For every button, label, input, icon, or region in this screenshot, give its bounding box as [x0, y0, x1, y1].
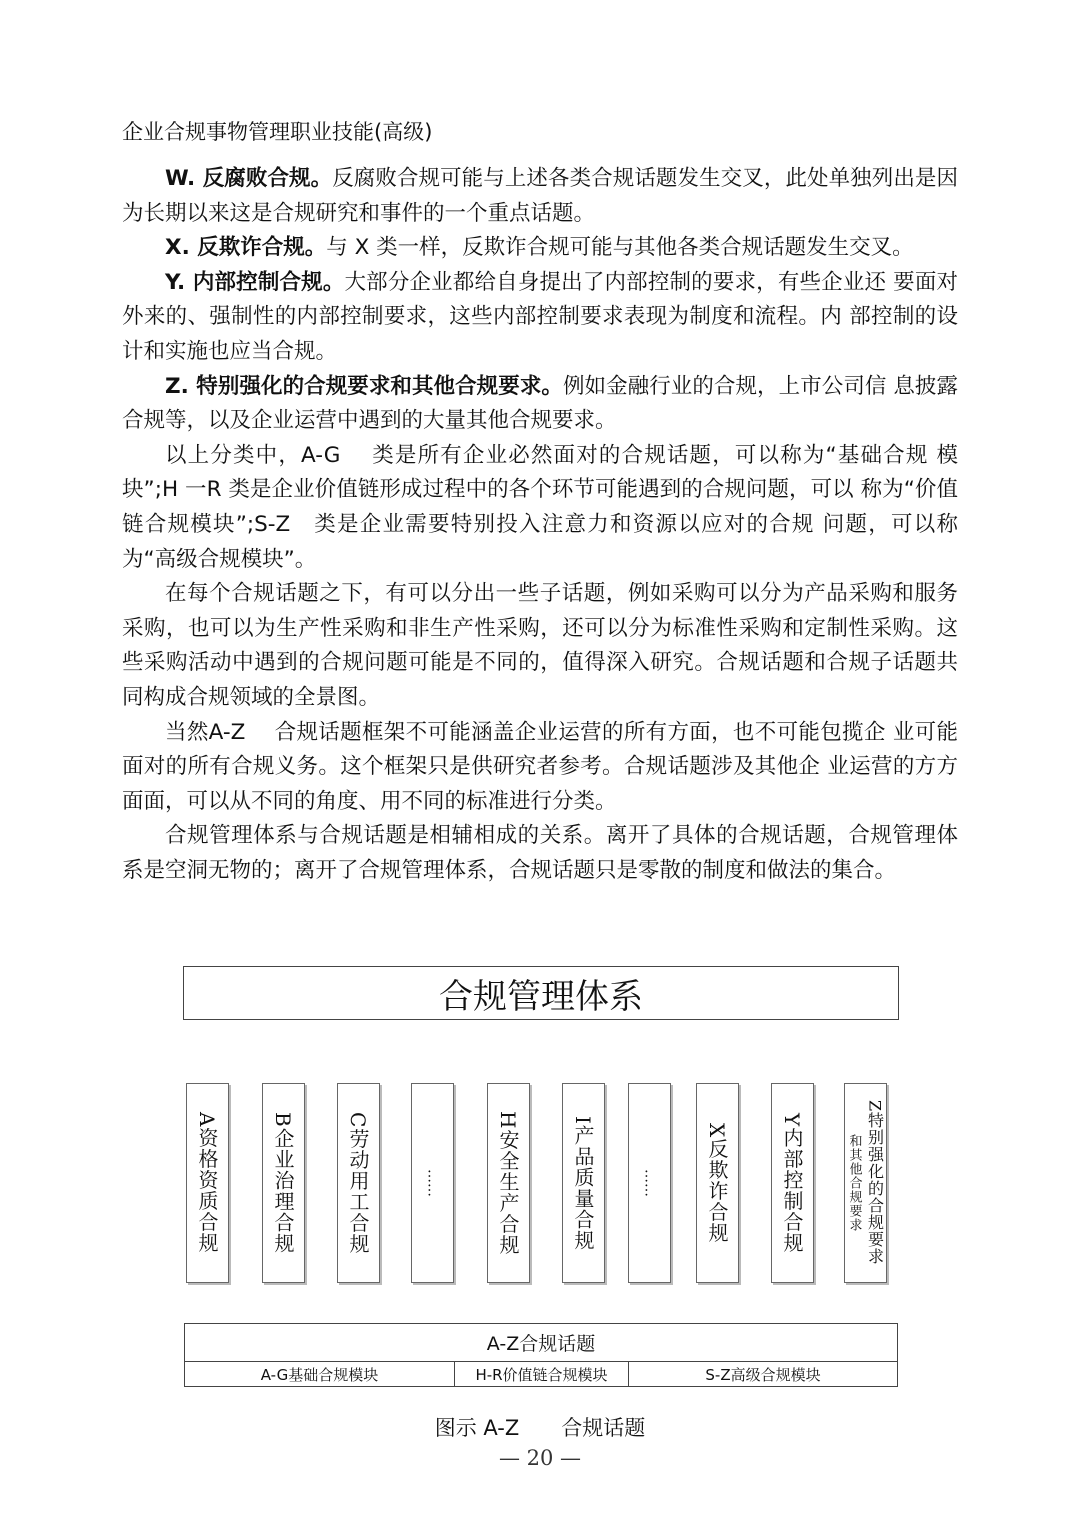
- ellipsis-column: [628, 1083, 671, 1283]
- body-text: [122, 162, 958, 888]
- topic-column: [696, 1083, 739, 1283]
- ellipsis-label: ……: [641, 1169, 658, 1197]
- paragraph-lead: Z. 特别强化的合规要求和其他合规要求。: [165, 373, 563, 399]
- topic-label: Z特别强化的合规要求: [865, 1100, 885, 1266]
- topic-column: [262, 1083, 305, 1283]
- topic-column-z: [844, 1083, 887, 1283]
- paragraph: [122, 716, 958, 820]
- paragraph: [122, 577, 958, 715]
- module-cell: H-R价值链合规模块: [454, 1362, 628, 1387]
- paragraph-text: 反腐败合规可能与上述各类合规话题发生交叉，此处单独列出是因为长期以来这是合规研究和事件的一个重点话题。: [122, 166, 958, 226]
- running-header: 企业合规事物管理职业技能(高级): [122, 120, 433, 144]
- topic-label: C劳动用工合规: [346, 1111, 370, 1255]
- module-cell: S-Z高级合规模块: [628, 1362, 897, 1387]
- paragraph-text: 合规管理体系与合规话题是相辅相成的关系。离开了具体的合规话题，合规管理体系是空洞无物的；离开了合规管理体系，合规话题只是零散的制度和做法的集合。: [122, 823, 958, 883]
- figure-caption: 图示 A-Z 合规话题: [434, 1416, 646, 1440]
- paragraph-lead: X. 反欺诈合规。: [165, 235, 327, 261]
- paragraph: [122, 370, 958, 439]
- topic-label: B企业治理合规: [271, 1112, 295, 1254]
- topics-table: [184, 1323, 898, 1387]
- topic-column: [771, 1083, 814, 1283]
- paragraph-text: 以上分类中，A-G 类是所有企业必然面对的合规话题，可以称为“基础合规 模块”;H 一R 类是企业价值链形成过程中的各个环节可能遇到的合规问题，可以 称为“价值链合规模块”;S-Z 类是企业需要特别投入注意力和资源以应对的合规 问题，可以称为“高级合规模块”。: [122, 442, 958, 572]
- topic-label: I产品质量合规: [571, 1115, 595, 1251]
- paragraph-text: 大部分企业都给自身提出了内部控制的要求，有些企业还 要面对外来的、强制性的内部控制要求，这些内部控制要求表现为制度和流程。内 部控制的设计和实施也应当合规。: [122, 269, 958, 364]
- topics-title: A-Z合规话题: [185, 1324, 897, 1362]
- topic-sublabel: 和其他合规要求: [846, 1134, 862, 1232]
- paragraph-text: 例如金融行业的合规，上市公司信 息披露合规等，以及企业运营中遇到的大量其他合规要求。: [122, 373, 958, 434]
- paragraph-text: 与 X 类一样，反欺诈合规可能与其他各类合规话题发生交叉。: [326, 235, 914, 261]
- diagram-title-box: 合规管理体系: [183, 966, 899, 1020]
- paragraph: [122, 266, 958, 370]
- modules-row: [185, 1362, 897, 1387]
- paragraph: [122, 819, 958, 888]
- topic-label: Y内部控制合规: [780, 1112, 804, 1254]
- ellipsis-column: [411, 1083, 454, 1283]
- paragraph: [122, 231, 958, 266]
- topic-label: H安全生产合规: [496, 1110, 520, 1256]
- paragraph: [122, 439, 958, 577]
- topic-column: [337, 1083, 380, 1283]
- topic-column: [487, 1083, 530, 1283]
- paragraph-lead: W. 反腐败合规。: [165, 166, 333, 191]
- paragraph-lead: Y. 内部控制合规。: [165, 269, 345, 295]
- paragraph-text: 在每个合规话题之下，有可以分出一些子话题，例如采购可以分为产品采购和服务采购，也可以为生产性采购和非生产性采购，还可以分为标准性采购和定制性采购。这些采购活动中遇到的合规问题可能是不同的，值得深入研究。合规话题和合规子话题共同构成合规领域的全景图。: [122, 581, 958, 710]
- module-cell: A-G基础合规模块: [260, 1366, 379, 1384]
- topic-label: X反欺诈合规: [705, 1122, 729, 1244]
- topic-label: A资格资质合规: [195, 1112, 219, 1254]
- paragraph: [122, 162, 958, 231]
- topic-column: [562, 1083, 605, 1283]
- topic-column: [186, 1083, 229, 1283]
- paragraph-text: 当然A-Z 合规话题框架不可能涵盖企业运营的所有方面，也不可能包揽企 业可能面对的所有合规义务。这个框架只是供研究者参考。合规话题涉及其他企 业运营的方方面面，可以从不同的角度、用不同的标准进行分类。: [122, 719, 958, 814]
- page-number: — 20 —: [498, 1446, 582, 1470]
- ellipsis-label: ……: [424, 1169, 441, 1197]
